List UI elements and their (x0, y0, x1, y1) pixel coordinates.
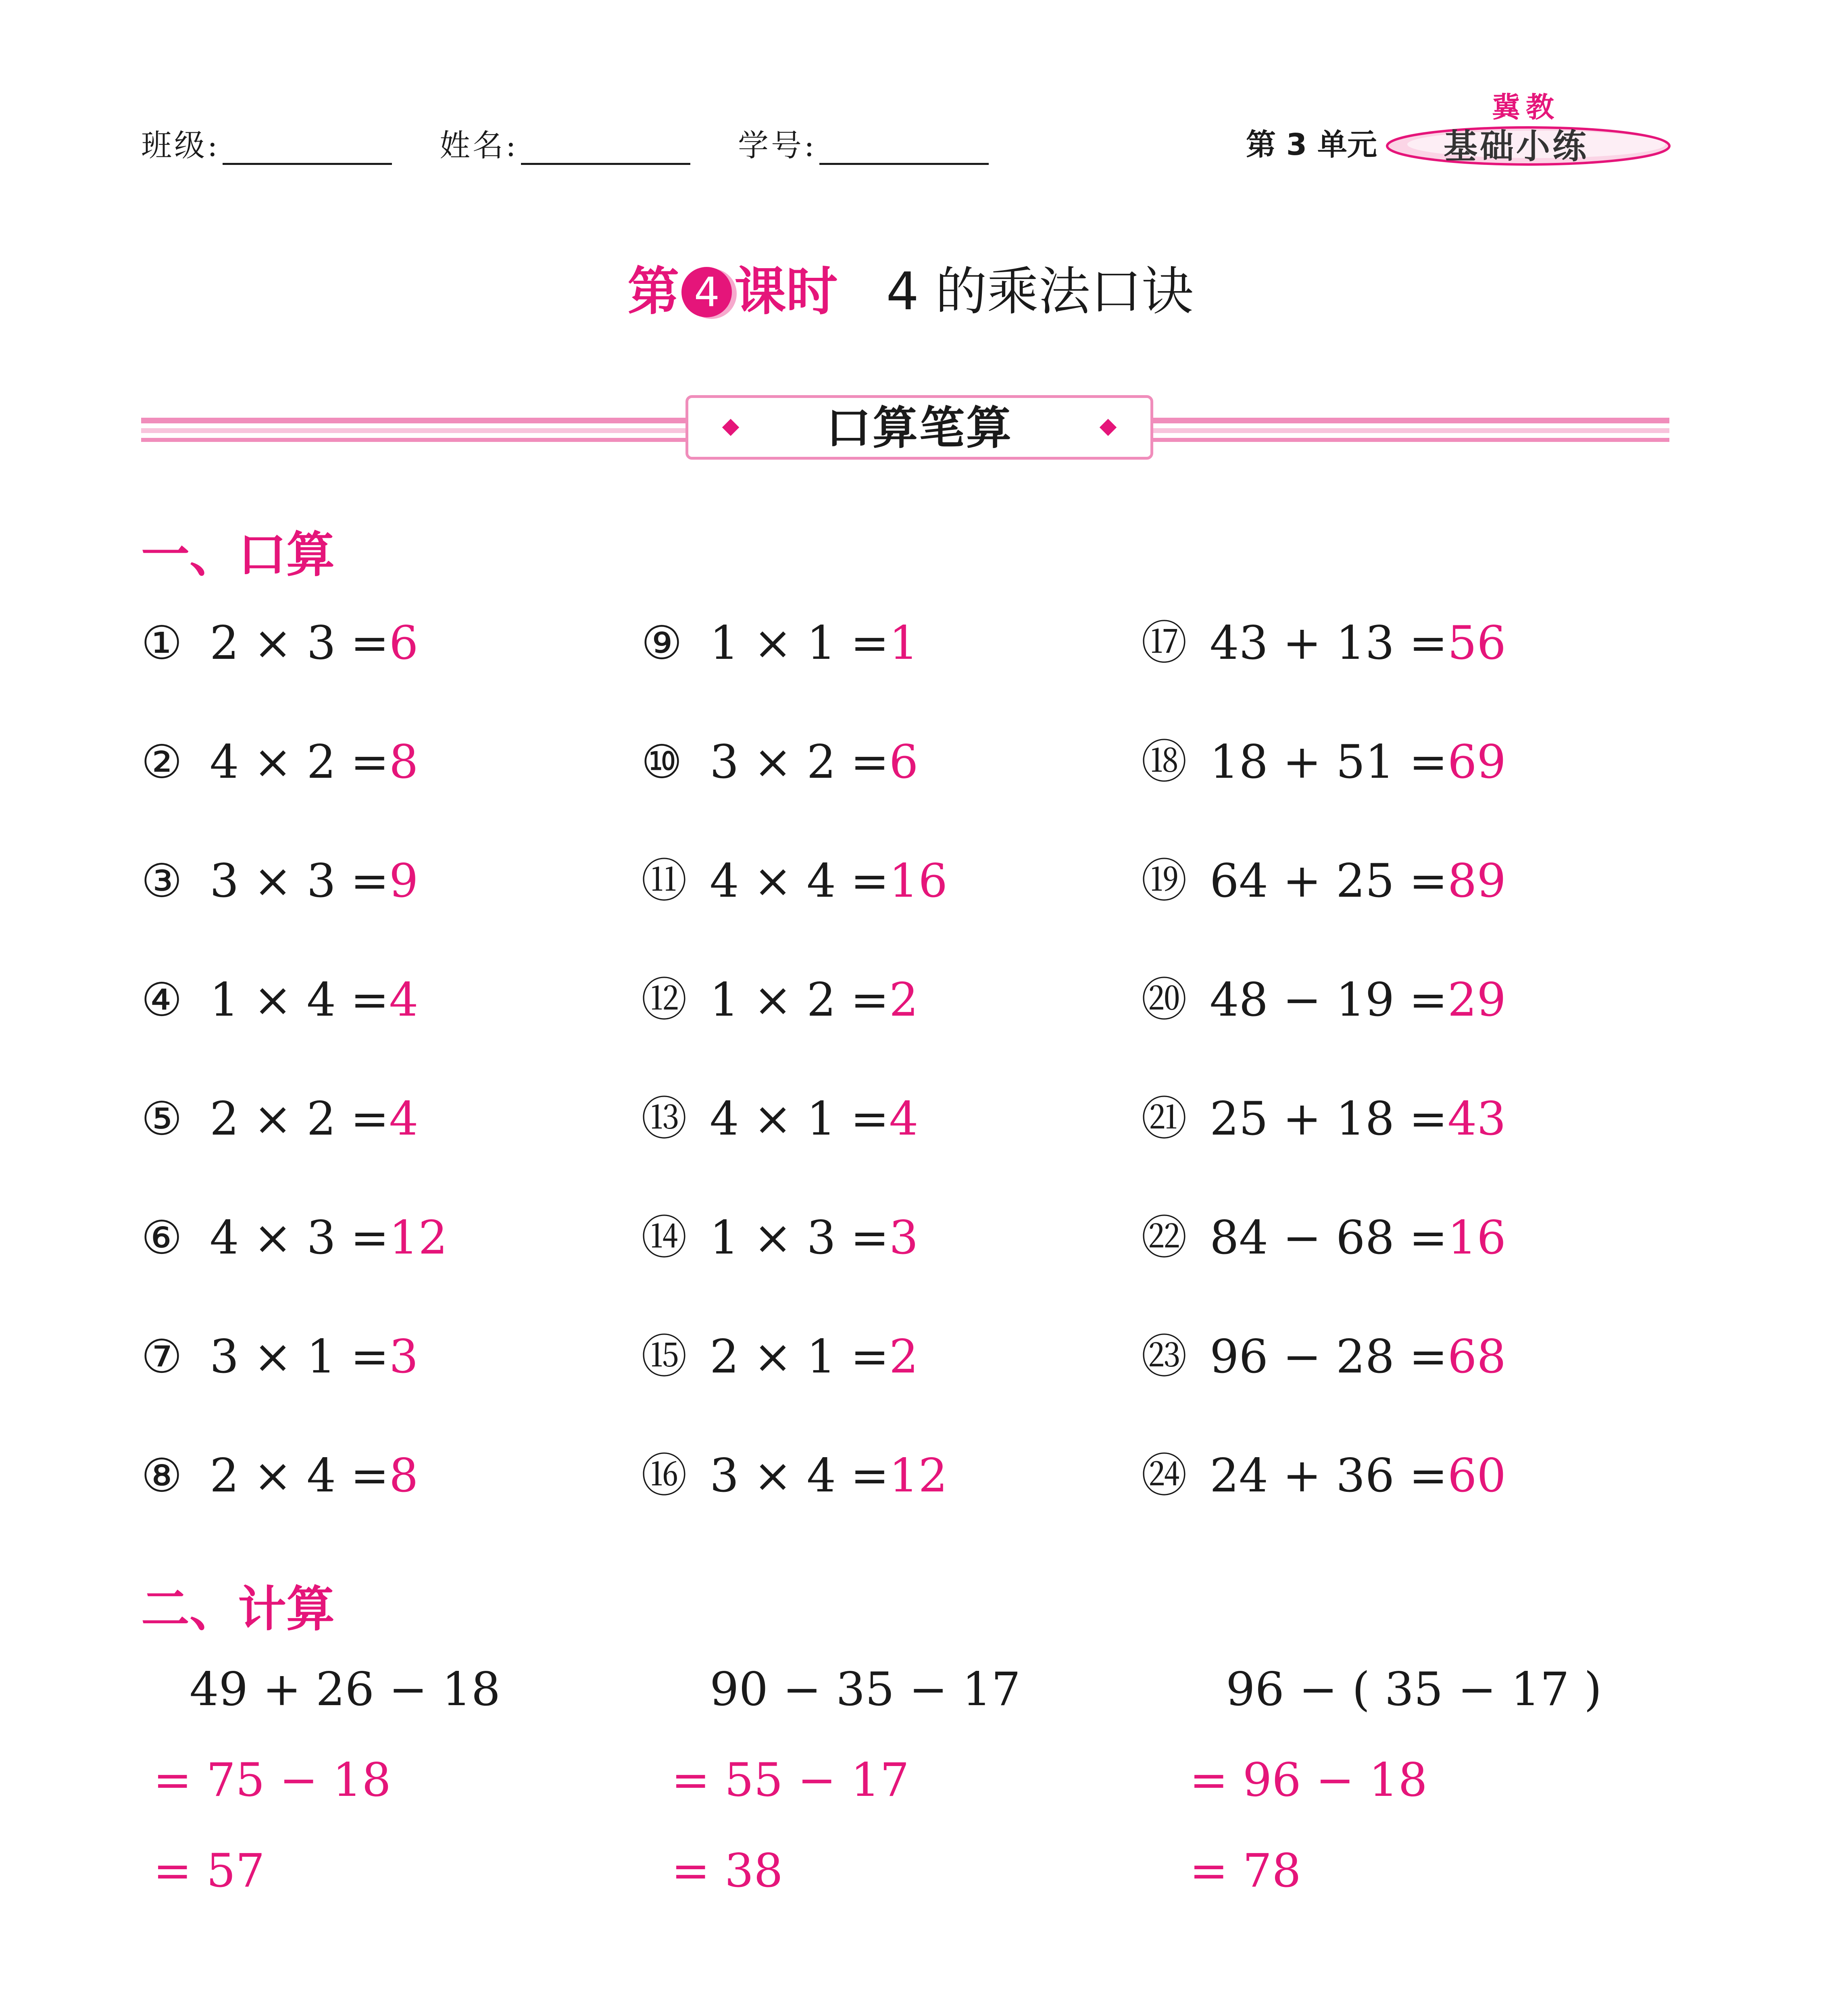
problem-number: ⑪ (641, 854, 688, 908)
calc-step[interactable]: = 55 − 17 (671, 1753, 909, 1807)
oral-problem (1141, 1210, 1506, 1266)
problem-expr: 2 × 1 = (710, 1330, 889, 1383)
problem-answer[interactable]: 8 (389, 735, 419, 789)
problem-expr: 2 × 2 = (210, 1092, 389, 1145)
problem-answer[interactable]: 69 (1447, 735, 1506, 789)
oral-problem (1141, 734, 1506, 790)
oral-problem (641, 615, 918, 671)
problem-expr: 4 × 4 = (710, 854, 889, 908)
problem-expr: 2 × 4 = (210, 1449, 389, 1502)
problem-number: ⑳ (1141, 973, 1188, 1027)
problem-answer[interactable]: 12 (889, 1449, 948, 1502)
calc-step[interactable]: = 57 (153, 1844, 265, 1897)
problem-number: ⑥ (141, 1211, 183, 1264)
calc-step[interactable]: = 75 − 18 (153, 1753, 391, 1807)
student-id-label: 学号: (738, 127, 817, 163)
calc-expression: 96 − ( 35 − 17 ) (1226, 1662, 1602, 1716)
oral-problem (141, 1329, 418, 1385)
problem-number: ⑫ (641, 973, 688, 1027)
lesson-topic: 4 的乘法口诀 (886, 262, 1194, 322)
calc-expression: 49 + 26 − 18 (190, 1662, 501, 1716)
problem-number: ㉒ (1141, 1211, 1188, 1264)
name-input-line[interactable] (521, 135, 690, 165)
class-field[interactable] (141, 121, 392, 165)
section-banner (685, 395, 1153, 460)
problem-expr: 84 − 68 = (1210, 1211, 1448, 1264)
problem-number: ⑯ (641, 1449, 688, 1502)
problem-answer[interactable]: 16 (1447, 1211, 1506, 1264)
problem-expr: 4 × 2 = (210, 735, 389, 789)
problem-expr: 3 × 3 = (210, 854, 389, 908)
problem-answer[interactable]: 6 (389, 616, 419, 670)
problem-expr: 18 + 51 = (1210, 735, 1448, 789)
class-label: 班级: (141, 127, 220, 163)
name-field[interactable] (440, 121, 690, 165)
unit-label: 第 3 单元 (1246, 127, 1377, 162)
problem-answer[interactable]: 68 (1447, 1330, 1506, 1383)
oral-problem (641, 853, 948, 909)
problem-expr: 1 × 1 = (710, 616, 889, 670)
oral-problem (641, 1210, 918, 1266)
problem-answer[interactable]: 2 (889, 1330, 919, 1383)
oral-problem (1141, 1329, 1506, 1385)
section-calc-heading: 二、计算 (141, 1581, 335, 1637)
brand-publisher: 冀教 (1492, 91, 1560, 124)
problem-expr: 2 × 3 = (210, 616, 389, 670)
problem-answer[interactable]: 12 (389, 1211, 448, 1264)
oral-problem (1141, 1447, 1506, 1504)
problem-number: ⑨ (641, 616, 683, 670)
problem-number: ⑤ (141, 1092, 183, 1145)
problem-answer[interactable]: 56 (1447, 616, 1506, 670)
oral-problem (141, 972, 418, 1028)
problem-expr: 96 − 28 = (1210, 1330, 1448, 1383)
oral-problem (641, 972, 918, 1028)
problem-number: ㉔ (1141, 1449, 1188, 1502)
calc-step[interactable]: = 78 (1190, 1844, 1301, 1897)
problem-expr: 25 + 18 = (1210, 1092, 1448, 1145)
problem-answer[interactable]: 60 (1447, 1449, 1506, 1502)
problem-expr: 1 × 2 = (710, 973, 889, 1027)
oral-problem (641, 1329, 918, 1385)
problem-number: ⑩ (641, 735, 683, 789)
problem-answer[interactable]: 43 (1447, 1092, 1506, 1145)
oral-problem (1141, 615, 1506, 671)
problem-answer[interactable]: 2 (889, 973, 919, 1027)
problem-number: ⑱ (1141, 735, 1188, 789)
problem-answer[interactable]: 8 (389, 1449, 419, 1502)
oral-problem (141, 615, 418, 671)
oral-problem (141, 734, 418, 790)
lesson-title (0, 250, 1821, 324)
oral-problem (641, 1447, 948, 1504)
problem-number: ⑭ (641, 1211, 688, 1264)
problem-answer[interactable]: 6 (889, 735, 919, 789)
calc-step[interactable]: = 38 (671, 1844, 783, 1897)
class-input-line[interactable] (223, 135, 392, 165)
problem-expr: 64 + 25 = (1210, 854, 1448, 908)
oral-problem (141, 853, 418, 909)
problem-number: ㉓ (1141, 1330, 1188, 1383)
problem-answer[interactable]: 4 (889, 1092, 919, 1145)
problem-expr: 1 × 3 = (710, 1211, 889, 1264)
problem-expr: 48 − 19 = (1210, 973, 1448, 1027)
brand-name: 基础小练 (1444, 127, 1589, 166)
problem-number: ⑧ (141, 1449, 183, 1502)
problem-answer[interactable]: 9 (389, 854, 419, 908)
oral-problem (641, 734, 918, 790)
problem-number: ⑦ (141, 1330, 183, 1383)
problem-answer[interactable]: 4 (389, 1092, 419, 1145)
oral-problem (141, 1210, 448, 1266)
problem-answer[interactable]: 16 (889, 854, 948, 908)
problem-expr: 3 × 2 = (710, 735, 889, 789)
problem-number: ④ (141, 973, 183, 1027)
problem-expr: 4 × 3 = (210, 1211, 389, 1264)
problem-answer[interactable]: 89 (1447, 854, 1506, 908)
oral-problem (141, 1447, 418, 1504)
problem-number: ① (141, 616, 183, 670)
problem-expr: 1 × 4 = (210, 973, 389, 1027)
lesson-number-badge: 4 (681, 267, 732, 317)
calc-step[interactable]: = 96 − 18 (1190, 1753, 1427, 1807)
problem-number: ⑬ (641, 1092, 688, 1145)
problem-answer[interactable]: 1 (889, 616, 919, 670)
student-id-field[interactable] (738, 121, 989, 165)
section-oral-heading: 一、口算 (141, 527, 335, 583)
oral-problem (641, 1091, 918, 1147)
problem-answer[interactable]: 29 (1447, 973, 1506, 1027)
problem-number: ⑲ (1141, 854, 1188, 908)
lesson-suffix: 课时 (734, 262, 838, 322)
problem-answer[interactable]: 4 (389, 973, 419, 1027)
student-id-input-line[interactable] (819, 135, 989, 165)
calc-expression: 90 − 35 − 17 (710, 1662, 1021, 1716)
name-label: 姓名: (440, 127, 519, 163)
problem-expr: 43 + 13 = (1210, 616, 1448, 670)
problem-number: ③ (141, 854, 183, 908)
section-banner-title: 口算笔算 (826, 402, 1013, 454)
problem-answer[interactable]: 3 (389, 1330, 419, 1383)
problem-number: ⑰ (1141, 616, 1188, 670)
problem-number: ⑮ (641, 1330, 688, 1383)
oral-problem (1141, 853, 1506, 909)
problem-expr: 24 + 36 = (1210, 1449, 1448, 1502)
lesson-prefix: 第 (627, 262, 679, 322)
problem-number: ㉑ (1141, 1092, 1188, 1145)
problem-number: ② (141, 735, 183, 789)
problem-expr: 4 × 1 = (710, 1092, 889, 1145)
problem-answer[interactable]: 3 (889, 1211, 919, 1264)
problem-expr: 3 × 1 = (210, 1330, 389, 1383)
problem-expr: 3 × 4 = (710, 1449, 889, 1502)
oral-problem (1141, 972, 1506, 1028)
oral-problem (141, 1091, 418, 1147)
oral-problem (1141, 1091, 1506, 1147)
